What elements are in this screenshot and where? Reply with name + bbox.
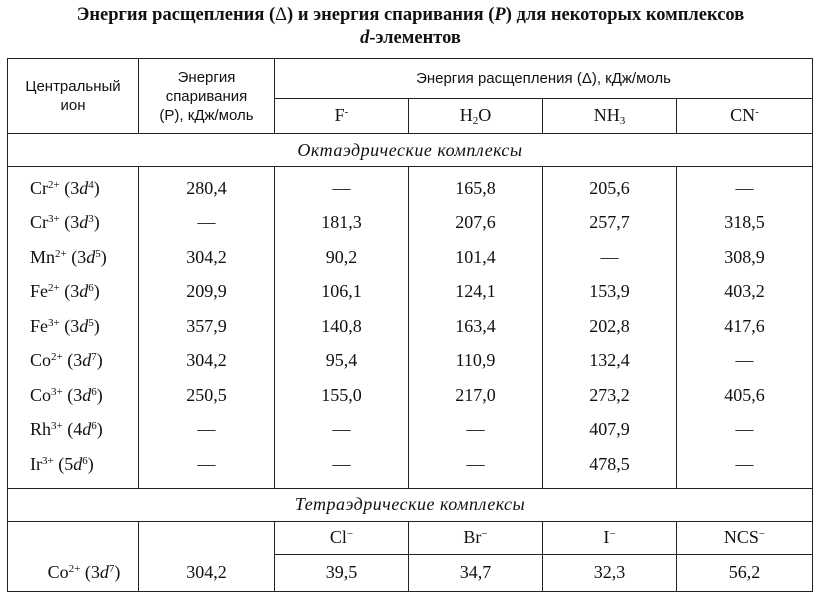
table-title [0,4,821,50]
octa-cell-CN: 403,2 [677,275,813,310]
octa-ion-0-charge: 2+ [48,178,60,191]
table-row [8,413,813,448]
header-ligand-1 [409,98,543,133]
octa-ion-3-orbital: d [79,281,89,302]
octa-cell-F: — [275,447,409,488]
octa-cell-CN: 308,9 [677,240,813,275]
octa-cell-CN: — [677,344,813,379]
octa-cell-F: 140,8 [275,309,409,344]
octa-ion-3: $Fe^{2+}$ $(3d^6)$ [8,275,139,310]
octa-ion-0: $Cr^{2+}$ $(3d^4)$ [8,167,139,206]
octa-ion-4-symbol: Fe [30,315,48,336]
octa-ion-4-charge: 3+ [48,316,60,329]
section-row [8,488,813,521]
ligand-formula-2-base: NH [593,105,620,126]
octa-cell-P: 209,9 [139,275,275,310]
octa-ion-4-electrons: 5 [88,316,94,329]
ligand-formula-1-tail: O [478,105,492,126]
octa-ion-6: $Co^{3+}$ $(3d^6)$ [8,378,139,413]
tetra-ion-shell: 3 [90,561,100,582]
octa-cell-CN: 318,5 [677,206,813,241]
octa-cell-H2O: — [409,413,543,448]
ligand-formula-0-base: F [334,105,345,126]
tetra-ligand-3 [677,521,813,554]
octa-ion-5: $Co^{2+}$ $(3d^7)$ [8,344,139,379]
octa-cell-NH3: 407,9 [543,413,677,448]
table-row [8,378,813,413]
table-row [8,275,813,310]
energy-table [7,58,813,592]
tetra-value-1: 34,7 [409,554,543,591]
section-octahedral: Октаэдрические комплексы [8,134,813,167]
octa-cell-P: 304,2 [139,240,275,275]
octa-ion-6-charge: 3+ [51,385,63,398]
octa-cell-F: 155,0 [275,378,409,413]
octa-ion-0-electrons: 4 [88,178,94,191]
octa-ion-2-shell: 3 [77,246,87,267]
octa-cell-F: 106,1 [275,275,409,310]
title-text-4: -элементов [369,28,461,48]
ligand-formula-2-sub: 3 [619,115,626,128]
tetra-ion-orbital: d [99,561,109,582]
tetra-formula-0 [330,527,353,547]
octa-ion-5-orbital: d [82,350,92,371]
tetra-formula-0-base: Cl [329,527,347,547]
octa-ion-3-electrons: 6 [88,282,94,295]
table-row [8,309,813,344]
octa-cell-P: — [139,413,275,448]
tetra-formula-2-base: I [603,527,610,547]
octa-ion-0-shell: 3 [70,177,80,198]
header-ligand-2 [543,98,677,133]
table-row [8,167,813,206]
octa-cell-CN: 417,6 [677,309,813,344]
octa-cell-H2O: 207,6 [409,206,543,241]
title-text-3: ) для некоторых комплексов [505,5,745,25]
octa-cell-CN: — [677,413,813,448]
octa-cell-F: 95,4 [275,344,409,379]
ligand-formula-1 [459,105,492,128]
octa-ion-5-electrons: 7 [91,351,97,364]
section-tetrahedral: Тетраэдрические комплексы [8,488,813,521]
octa-cell-F: 90,2 [275,240,409,275]
ligand-formula-3-base: CN [730,105,756,126]
octa-ion-6-electrons: 6 [91,385,97,398]
tetra-formula-3 [724,527,765,547]
tetra-formula-1 [463,527,487,547]
tetra-ligand-1 [409,521,543,554]
octa-ion-5-symbol: Co [30,350,52,371]
table-row [8,206,813,241]
octa-cell-H2O: 110,9 [409,344,543,379]
octa-ion-1-charge: 3+ [48,213,60,226]
octa-cell-NH3: — [543,240,677,275]
octa-ion-3-shell: 3 [70,281,80,302]
octa-ion-7-charge: 3+ [51,420,63,433]
octa-cell-CN: — [677,447,813,488]
octa-cell-F: — [275,167,409,206]
octa-cell-H2O: 217,0 [409,378,543,413]
tetra-ligand-2 [543,521,677,554]
octa-ion-8: $Ir^{3+}$ $(5d^6)$ [8,447,139,488]
octa-ion-6-symbol: Co [30,384,52,405]
octa-cell-P: 304,2 [139,344,275,379]
octa-ion-8-shell: 5 [64,453,74,474]
table-row [8,447,813,488]
octa-ion-7-symbol: Rh [30,419,52,440]
tetra-ligand-0 [275,521,409,554]
title-text-2: ) и энергия спаривания ( [287,5,495,25]
tetra-pairing: 304,2 [139,521,275,591]
octa-ion-8-charge: 3+ [42,454,54,467]
tetra-ion-charge: 2+ [68,562,81,575]
octa-ion-4-shell: 3 [70,315,80,336]
octa-ion-4: $Fe^{3+}$ $(3d^5)$ [8,309,139,344]
octa-ion-2-symbol: Mn [30,246,56,267]
octa-ion-7-orbital: d [82,419,92,440]
tetra-formula-2 [603,527,615,547]
octa-ion-3-symbol: Fe [30,281,48,302]
tetra-ligand-row [8,521,813,554]
octa-ion-1-orbital: d [79,212,89,233]
octa-ion-1-symbol: Cr [30,212,48,233]
octa-ion-6-shell: 3 [73,384,83,405]
header-pairing-energy: Энергия спаривания (P), кДж/моль [139,59,275,134]
octa-cell-NH3: 273,2 [543,378,677,413]
tetra-ion-symbol: Co [47,561,69,582]
ligand-formula-0 [335,105,349,125]
title-line-2 [0,27,821,50]
title-text-1: Энергия расщепления ( [76,5,276,25]
octa-ion-2: $Mn^{2+}$ $(3d^5)$ [8,240,139,275]
octa-ion-2-orbital: d [86,246,96,267]
octa-cell-NH3: 257,7 [543,206,677,241]
octa-cell-NH3: 202,8 [543,309,677,344]
ligand-formula-1-sub: 2 [472,115,479,128]
octa-cell-NH3: 153,9 [543,275,677,310]
ligand-formula-3 [730,105,759,125]
header-ligand-0 [275,98,409,133]
tetra-formula-0-sup: − [346,528,354,540]
octa-ion-5-charge: 2+ [51,351,63,364]
octa-ion-8-electrons: 6 [82,454,88,467]
octa-ion-2-electrons: 5 [95,247,101,260]
ligand-formula-1-base: H [459,105,473,126]
tetra-value-3: 56,2 [677,554,813,591]
octa-cell-NH3: 478,5 [543,447,677,488]
octa-cell-H2O: — [409,447,543,488]
tetra-ion: $Co^{2+}$ $(3d^7)$ [8,521,139,591]
octa-cell-CN: 405,6 [677,378,813,413]
octa-cell-H2O: 163,4 [409,309,543,344]
table-row [8,240,813,275]
header-splitting-energy: Энергия расщепления (Δ), кДж/моль [275,59,813,99]
octa-cell-NH3: 205,6 [543,167,677,206]
ligand-formula-0-sup: - [344,106,349,119]
octa-ion-7-electrons: 6 [91,420,97,433]
tetra-formula-3-base: NCS [723,527,759,547]
tetra-formula-1-sup: − [481,528,488,540]
header-central-ion: Центральный ион [8,59,139,134]
octa-ion-5-shell: 3 [73,350,83,371]
octa-ion-8-symbol: Ir [30,453,42,474]
octa-ion-6-orbital: d [82,384,92,405]
tetra-ion-electrons: 7 [108,562,115,575]
octa-cell-H2O: 165,8 [409,167,543,206]
title-delta: Δ [275,5,288,25]
tetra-formula-1-base: Br [463,527,482,547]
octa-ion-1-electrons: 3 [88,213,94,226]
octa-cell-H2O: 124,1 [409,275,543,310]
table-row [8,344,813,379]
octa-ion-1: $Cr^{3+}$ $(3d^3)$ [8,206,139,241]
title-p-symbol: P [494,5,506,25]
octa-cell-NH3: 132,4 [543,344,677,379]
octa-cell-P: 280,4 [139,167,275,206]
octa-ion-4-orbital: d [79,315,89,336]
octa-cell-F: 181,3 [275,206,409,241]
octa-cell-P: 250,5 [139,378,275,413]
ligand-formula-2 [593,105,626,128]
tetra-formula-2-sup: − [609,528,616,540]
octa-ion-2-charge: 2+ [55,247,67,260]
octa-cell-P: 357,9 [139,309,275,344]
octa-ion-0-symbol: Cr [30,177,48,198]
octa-cell-P: — [139,206,275,241]
octa-ion-1-shell: 3 [70,212,80,233]
ligand-formula-3-sup: - [755,106,759,119]
octa-ion-0-orbital: d [79,177,89,198]
octa-ion-7: $Rh^{3+}$ $(4d^6)$ [8,413,139,448]
tetra-value-0: 39,5 [275,554,409,591]
octa-cell-H2O: 101,4 [409,240,543,275]
octa-cell-F: — [275,413,409,448]
octa-cell-P: — [139,447,275,488]
octa-ion-3-charge: 2+ [48,282,60,295]
tetra-formula-3-sup: − [758,528,766,540]
header-ligand-3 [677,98,813,133]
octa-ion-8-orbital: d [73,453,83,474]
tetra-value-2: 32,3 [543,554,677,591]
octa-ion-7-shell: 4 [73,419,83,440]
octa-cell-CN: — [677,167,813,206]
title-d-letter: d [360,28,370,48]
